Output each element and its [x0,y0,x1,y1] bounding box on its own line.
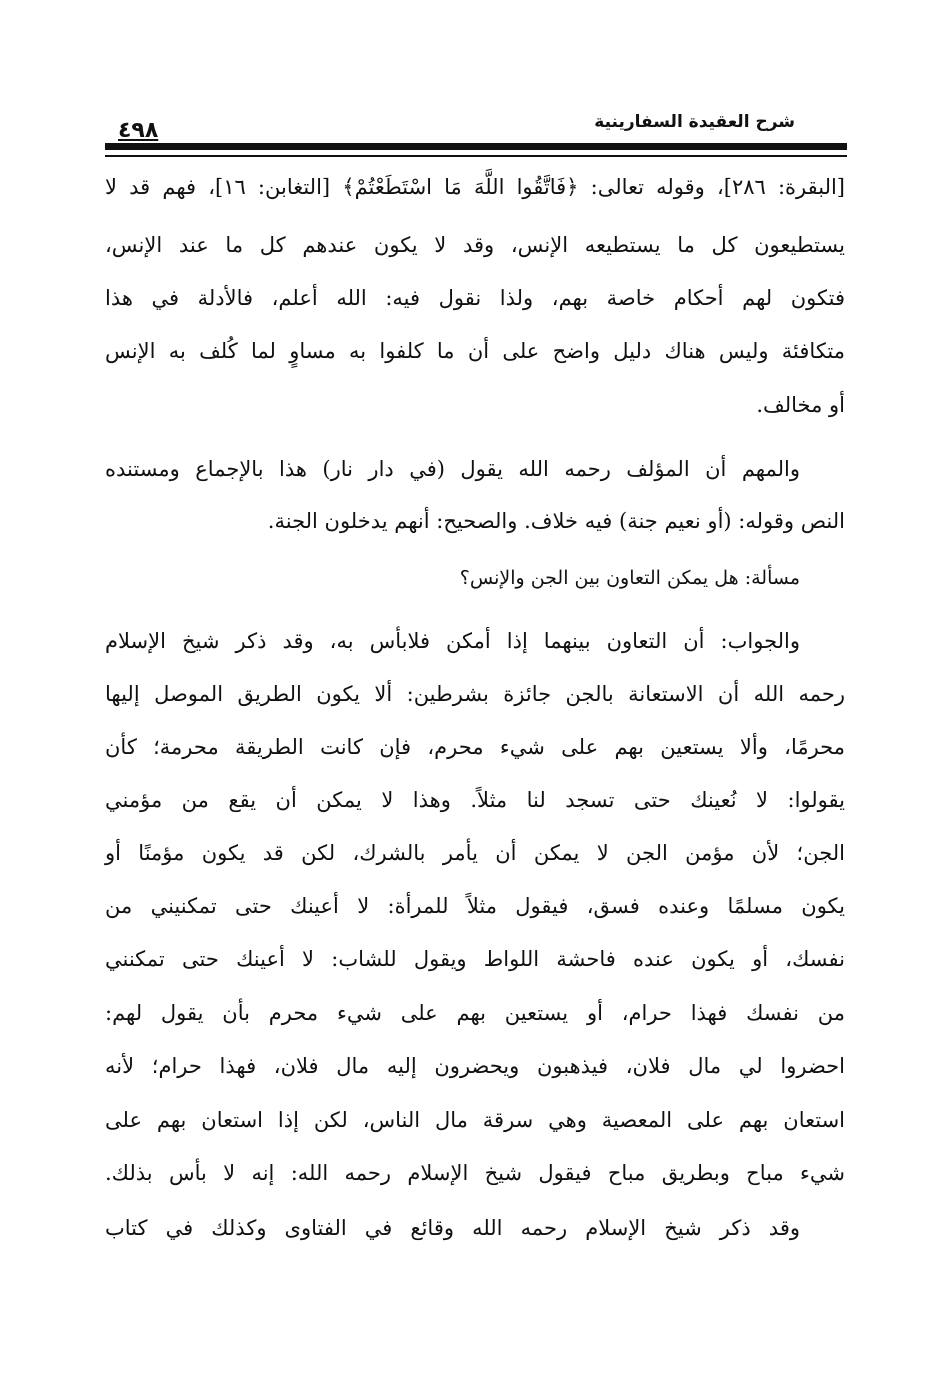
text-line: النص وقوله: (أو نعيم جنة) فيه خلاف. والصحيح: أنهم يدخلون الجنة. [267,509,845,533]
text-line: رحمه الله أن الاستعانة بالجن جائزة بشرطين: ألا يكون الطريق الموصل إليها [105,682,845,706]
text-line: يكون مسلمًا وعنده فسق، فيقول مثلاً للمرأة: لا أعينك حتى تمكنيني من [105,894,845,918]
text-line: استعان بهم على المعصية وهي سرقة مال الناس، لكن إذا استعان بهم على [105,1108,845,1132]
page-number: ٤٩٨ [118,118,159,143]
text-line: والمهم أن المؤلف رحمه الله يقول (في دار نار) هذا بالإجماع ومستنده [105,457,800,481]
text-line: متكافئة وليس هناك دليل واضح على أن ما كلفوا به مساوٍ لما كُلف به الإنس [105,339,845,363]
text-line: والجواب: أن التعاون بينهما إذا أمكن فلابأس به، وقد ذكر شيخ الإسلام [105,629,800,653]
book-title: شرح العقيدة السفارينية [594,112,795,132]
header-rule-thick [105,143,847,150]
question-heading: مسألة: هل يمكن التعاون بين الجن والإنس؟ [459,567,800,589]
text-line: احضروا لي مال فلان، فيذهبون ويحضرون إليه مال فلان، فهذا حرام؛ لأنه [105,1054,845,1078]
text-line: وقد ذكر شيخ الإسلام رحمه الله وقائع في الفتاوى وكذلك في كتاب [105,1216,800,1240]
header-rule-thin [105,155,847,157]
text-line: يستطيعون كل ما يستطيعه الإنس، وقد لا يكون عندهم كل ما عند الإنس، [105,233,845,257]
text-line: فتكون لهم أحكام خاصة بهم، ولذا نقول فيه: الله أعلم، فالأدلة في هذا [105,286,845,310]
text-line: [البقرة: ٢٨٦]، وقوله تعالى: ﴿فَاتَّقُوا اللَّهَ مَا اسْتَطَعْتُمْ﴾ [التغابن: ١٦]، فهم قد لا [105,175,845,199]
text-line: محرمًا، وألا يستعين بهم على شيء محرم، فإن كانت الطريقة محرمة؛ كأن [105,735,845,759]
text-line: الجن؛ لأن مؤمن الجن لا يمكن أن يأمر بالشرك، لكن قد يكون مؤمنًا أو [105,841,845,865]
text-line: نفسك، أو يكون عنده فاحشة اللواط ويقول للشاب: لا أعينك حتى تمكنني [105,947,845,971]
text-line: يقولوا: لا نُعينك حتى تسجد لنا مثلاً. وهذا لا يمكن أن يقع من مؤمني [105,788,845,812]
text-line: شيء مباح وبطريق مباح فيقول شيخ الإسلام رحمه الله: إنه لا بأس بذلك. [105,1161,845,1185]
text-line: من نفسك فهذا حرام، أو يستعين بهم على شيء محرم بأن يقول لهم: [105,1001,845,1025]
text-line: أو مخالف. [756,393,845,417]
